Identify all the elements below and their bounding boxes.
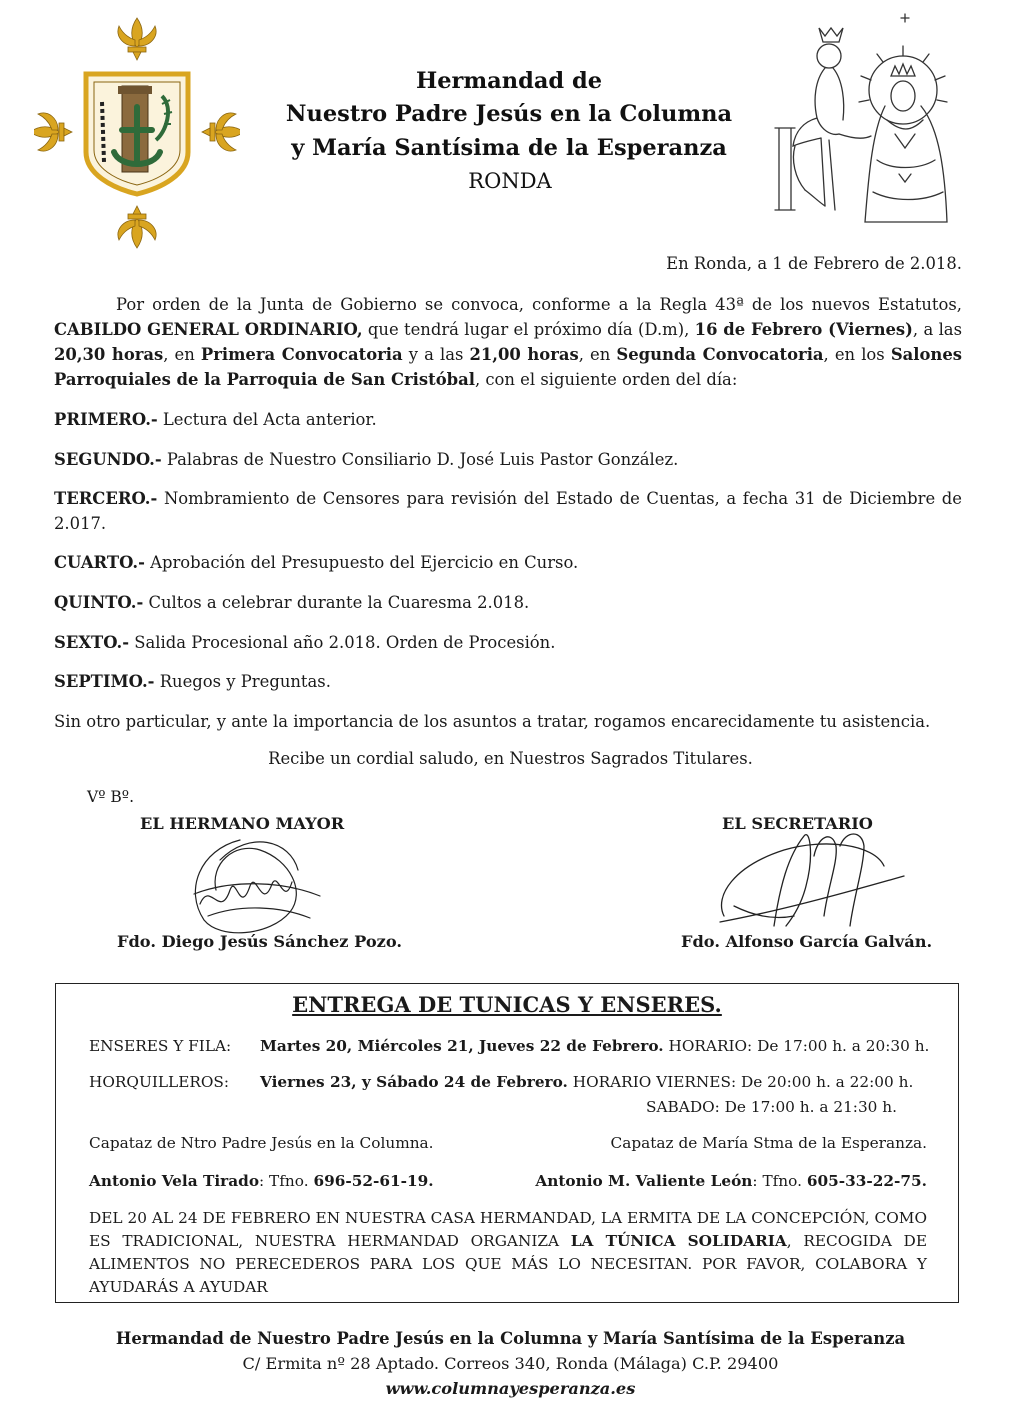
convocation-paragraph — [54, 292, 962, 392]
horquilleros-schedule — [260, 1071, 913, 1093]
agenda-label: CUARTO.- — [54, 553, 145, 572]
capataz-jesus-contact — [89, 1170, 434, 1192]
intro-bold-cabildo: CABILDO GENERAL ORDINARIO, — [54, 320, 363, 339]
agenda-text: Cultos a celebrar durante la Cuaresma 2.018. — [143, 593, 530, 612]
horquilleros-days: Viernes 23, y Sábado 24 de Febrero. — [260, 1073, 568, 1091]
agenda-item-1 — [54, 407, 962, 432]
agenda-label: SEPTIMO.- — [54, 672, 155, 691]
notice-text: , RECOGIDA DE ALIMENTOS NO PERECEDEROS PARA LOS QUE MÁS LO NECESITAN. POR FAVOR, COLABORA Y AYUDARÁS A AYUDAR — [89, 1232, 927, 1296]
footer-address: C/ Ermita nº 28 Aptado. Correos 340, Ronda (Málaga) C.P. 29400 — [242, 1354, 779, 1373]
intro-bold-first-call: Primera Convocatoria — [200, 345, 403, 364]
agenda-item-2 — [54, 447, 962, 472]
hermano-mayor-signature-icon — [180, 820, 330, 950]
capataz-jesus-tel-label: : Tfno. — [259, 1172, 314, 1190]
agenda-label: SEXTO.- — [54, 633, 130, 652]
intro-text: , a las — [912, 320, 962, 339]
closing-text: Sin otro particular, y ante la importancia de los asuntos a tratar, rogamos encarecidamente tu asistencia. — [54, 712, 931, 731]
enseres-days: Martes 20, Miércoles 21, Jueves 22 de Febrero. — [260, 1037, 664, 1055]
secretario-name: Fdo. Alfonso García Galván. — [681, 932, 933, 951]
capataz-jesus-label: Capataz de Ntro Padre Jesús en la Columna. — [89, 1134, 434, 1152]
approval-mark: Vº Bº. — [87, 788, 135, 806]
letter-date: En Ronda, a 1 de Febrero de 2.018. — [666, 254, 962, 273]
agenda-label: TERCERO.- — [54, 489, 158, 508]
footer-brotherhood-name: Hermandad de Nuestro Padre Jesús en la Columna y María Santísima de la Esperanza — [115, 1329, 906, 1348]
brotherhood-city: RONDA — [468, 169, 552, 193]
enseres-label: ENSERES Y FILA: — [89, 1037, 232, 1055]
hermano-mayor-role: EL HERMANO MAYOR — [140, 814, 345, 833]
brotherhood-crest-icon — [34, 12, 240, 252]
agenda-text: Palabras de Nuestro Consiliario D. José Luis Pastor González. — [161, 450, 679, 469]
intro-bold-venue: Salones Parroquiales de la Parroquia de San Cristóbal — [54, 345, 963, 389]
intro-bold-second-time: 21,00 horas — [469, 345, 579, 364]
agenda-text: Ruegos y Preguntas. — [154, 672, 331, 691]
horquilleros-hours: HORARIO VIERNES: De 20:00 h. a 22:00 h. — [567, 1073, 914, 1091]
brotherhood-title-line-3: y María Santísima de la Esperanza — [291, 135, 727, 161]
greeting-text: Recibe un cordial saludo, en Nuestros Sagrados Titulares. — [268, 749, 753, 768]
solidarity-notice — [89, 1207, 927, 1299]
agenda-text: Aprobación del Presupuesto del Ejercicio en Curso. — [144, 553, 579, 572]
enseres-schedule — [260, 1035, 929, 1057]
capataz-esperanza-name: Antonio M. Valiente León — [535, 1172, 753, 1190]
enseres-hours: HORARIO: De 17:00 h. a 20:30 h. — [663, 1037, 930, 1055]
agenda-item-7 — [54, 669, 962, 694]
capataz-esperanza-contact — [500, 1170, 927, 1192]
capataz-esperanza-label: Capataz de María Stma de la Esperanza. — [610, 1134, 927, 1152]
capataz-jesus-name: Antonio Vela Tirado — [89, 1172, 260, 1190]
agenda-label: QUINTO.- — [54, 593, 144, 612]
footer-website-link[interactable]: www.columnayesperanza.es — [385, 1379, 636, 1398]
intro-text: , en — [163, 345, 201, 364]
sacred-images-drawing-icon — [773, 10, 961, 232]
hermano-mayor-name: Fdo. Diego Jesús Sánchez Pozo. — [117, 932, 402, 951]
horquilleros-saturday-hours: SABADO: De 17:00 h. a 21:30 h. — [646, 1098, 897, 1116]
tunica-solidaria: LA TÚNICA SOLIDARIA — [570, 1232, 787, 1250]
intro-text: Por orden de la Junta de Gobierno se convoca, conforme a la Regla 43ª de los nuevos Estatutos, — [116, 295, 962, 314]
agenda-label: SEGUNDO.- — [54, 450, 162, 469]
brotherhood-title-line-2: Nuestro Padre Jesús en la Columna — [285, 101, 733, 127]
agenda-text: Salida Procesional año 2.018. Orden de Procesión. — [129, 633, 556, 652]
notice-text: DEL 20 AL 24 DE FEBRERO EN NUESTRA CASA HERMANDAD, LA ERMITA DE LA CONCEPCIÓN, COMO ES TRADICIONAL, NUESTRA HERMANDAD ORGANIZA — [89, 1209, 927, 1250]
agenda-text: Nombramiento de Censores para revisión del Estado de Cuentas, a fecha 31 de Diciembre de 2.017. — [54, 489, 962, 533]
delivery-box-title: ENTREGA DE TUNICAS Y ENSERES. — [292, 992, 722, 1017]
intro-text: , en los — [823, 345, 891, 364]
intro-bold-first-time: 20,30 horas — [54, 345, 164, 364]
agenda-text: Lectura del Acta anterior. — [157, 410, 377, 429]
agenda-item-6 — [54, 630, 962, 655]
agenda-label: PRIMERO.- — [54, 410, 158, 429]
capataz-esperanza-tel-label: : Tfno. — [752, 1172, 807, 1190]
capataz-esperanza-phone[interactable]: 605-33-22-75. — [806, 1172, 927, 1190]
brotherhood-title-line-1: Hermandad de — [415, 68, 603, 94]
agenda-item-4 — [54, 550, 962, 575]
secretario-signature-icon — [714, 816, 914, 936]
intro-text: que tendrá lugar el próximo día (D.m), — [362, 320, 695, 339]
capataz-jesus-phone[interactable]: 696-52-61-19. — [313, 1172, 434, 1190]
secretario-role: EL SECRETARIO — [722, 814, 873, 833]
intro-text: , con el siguiente orden del día: — [474, 370, 738, 389]
intro-bold-second-call: Segunda Convocatoria — [616, 345, 824, 364]
intro-text: , en — [578, 345, 617, 364]
horquilleros-label: HORQUILLEROS: — [89, 1073, 230, 1091]
agenda-item-3 — [54, 486, 962, 536]
intro-bold-date: 16 de Febrero (Viernes) — [694, 320, 913, 339]
agenda-item-5 — [54, 590, 962, 615]
intro-text: y a las — [402, 345, 470, 364]
